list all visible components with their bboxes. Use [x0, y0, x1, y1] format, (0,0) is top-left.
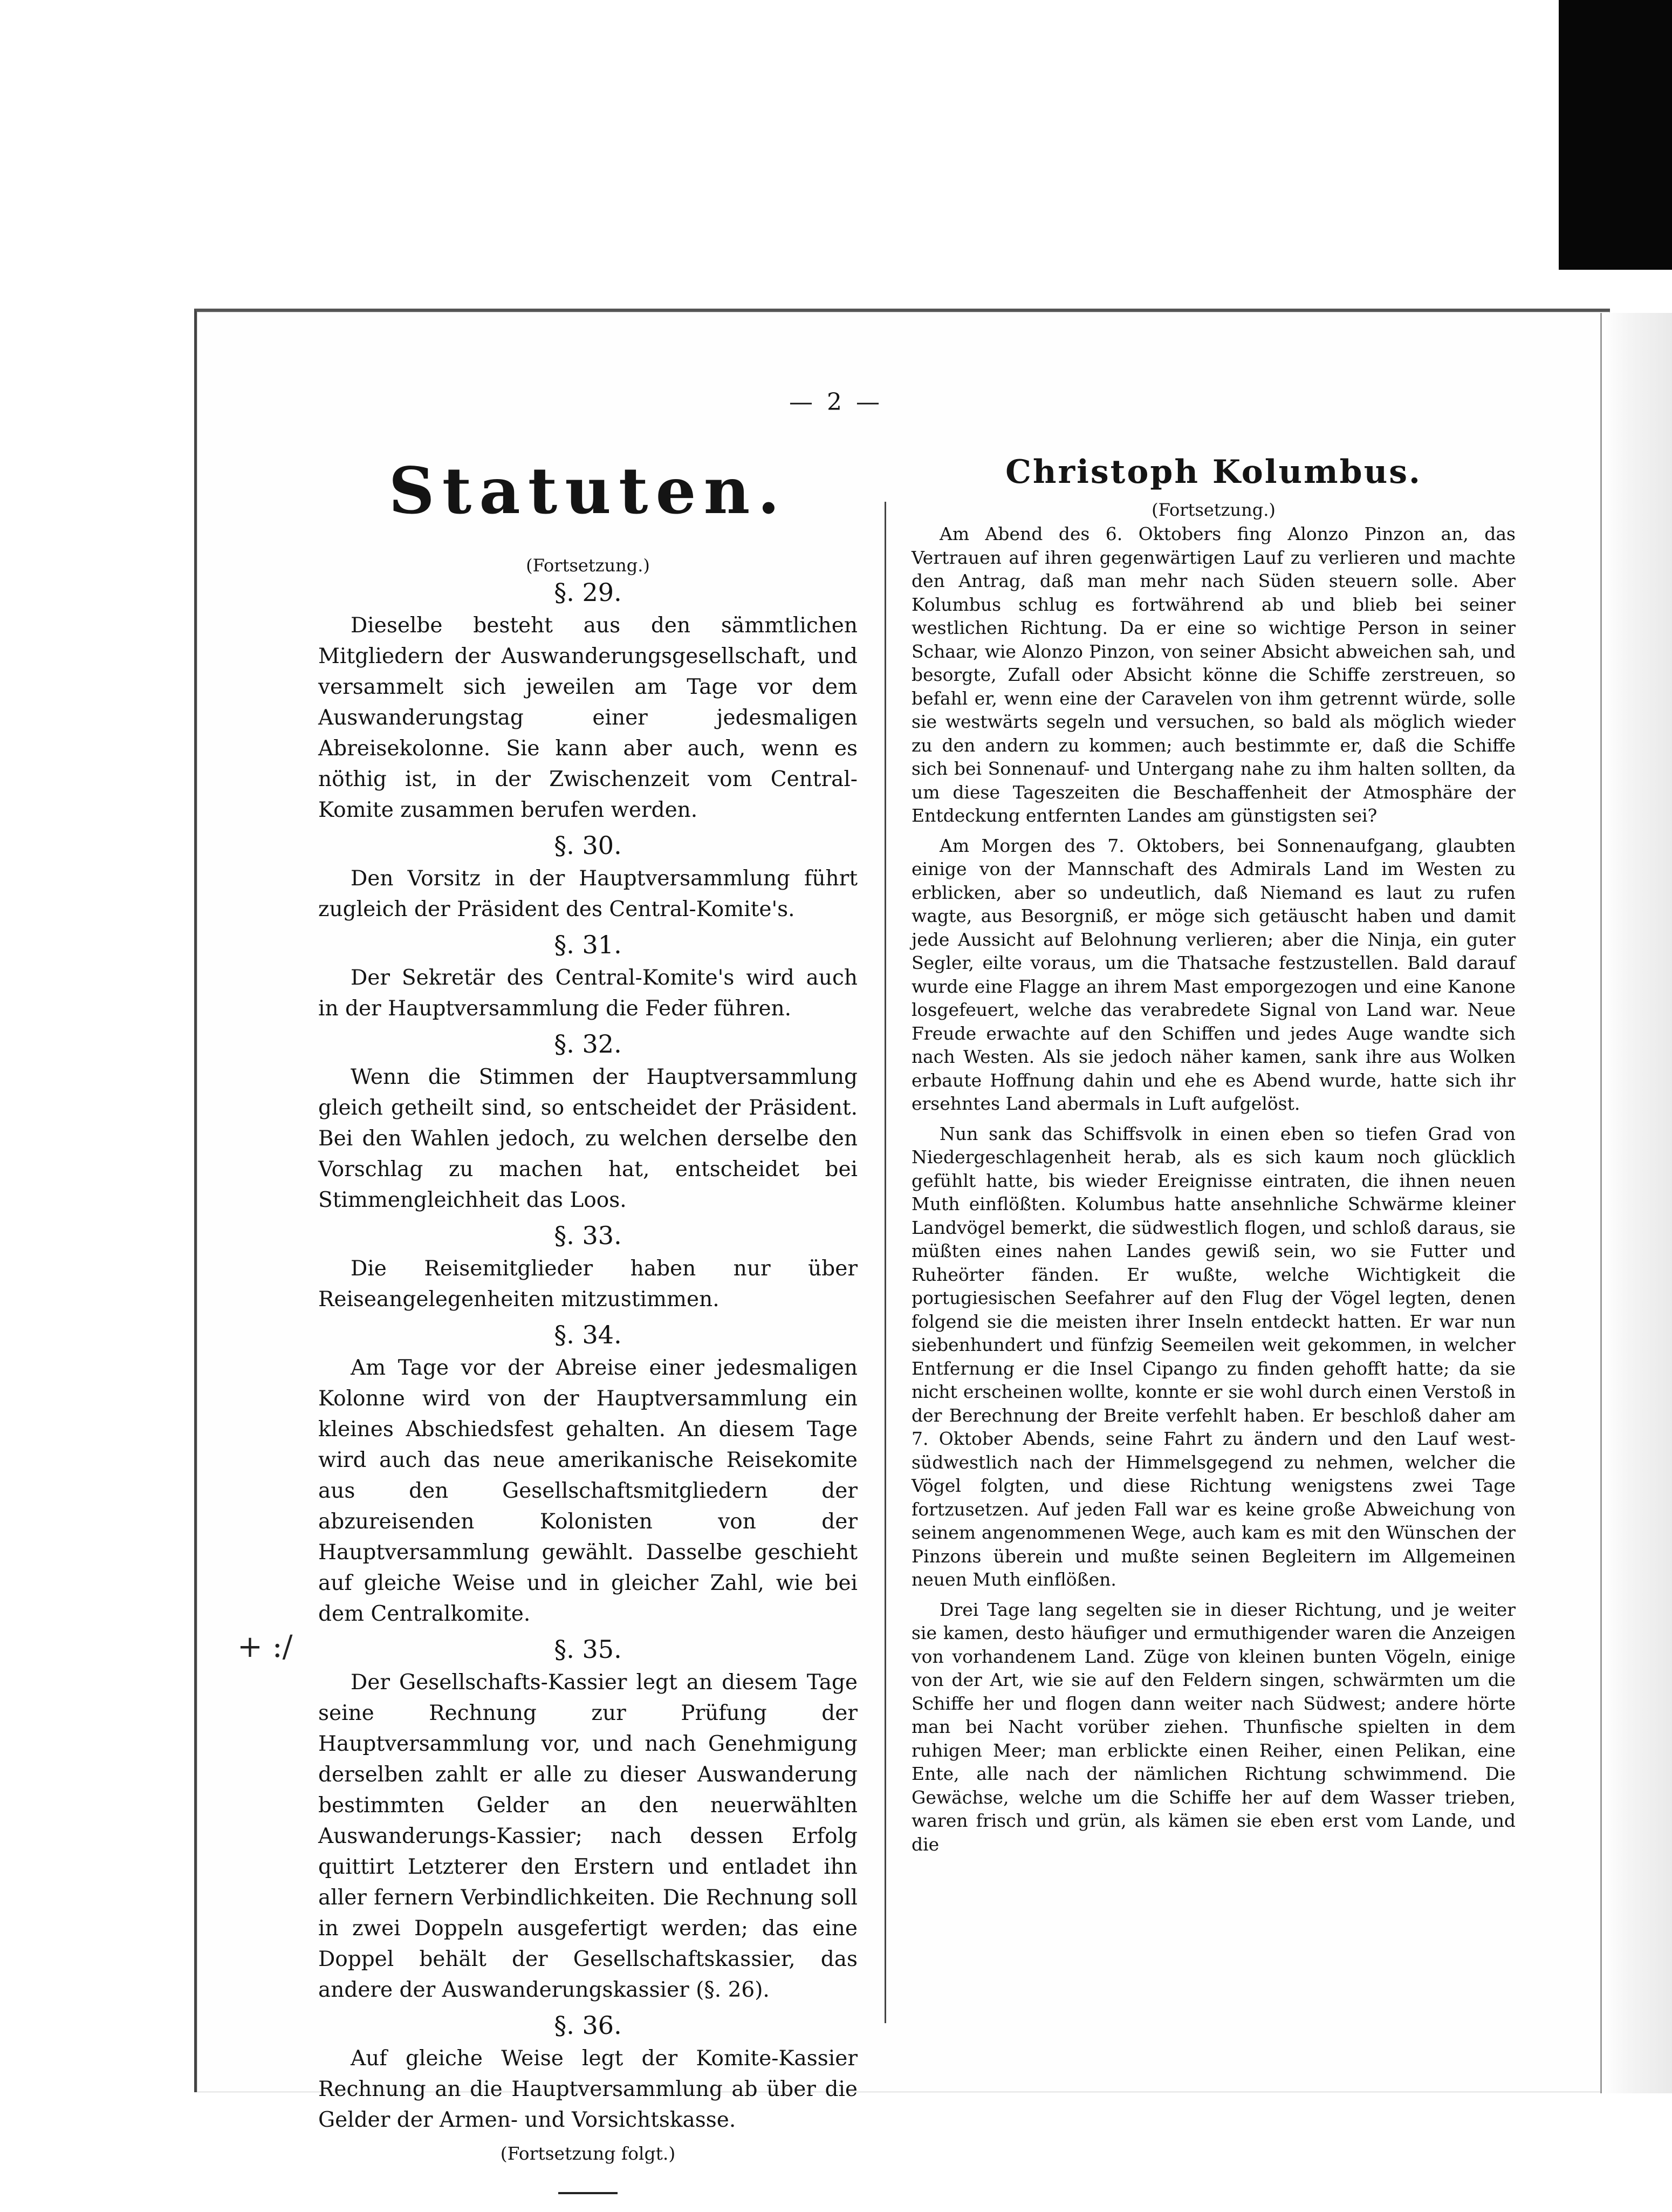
page-edge: [1600, 313, 1672, 2093]
article-paragraph: Am Abend des 6. Oktobers fing Alonzo Pinzon an, das Vertrauen auf ihren gegenwärtigen Lauf zu verlieren und machte den Antrag, daß man mehr nach Süden steuern solle. Aber Kolumbus schlug es fortwährend ab und blieb bei seiner westlichen Richtung. Da er eine so wichtige Person in seiner Schaar, wie Alonzo Pinzon, von seiner Absicht abweichen sah, und besorgte, Zufall oder Absicht könne die Schiffe zerstreuen, so befahl er, wenn eine der Caravelen von ihm getrennt würde, solle sie westwärts segeln und versuchen, so bald als möglich wieder zu den andern zu kommen; auch bestimmte er, daß die Schiffe sich bei Sonnenauf- und Untergang nahe zu ihm halten sollten, da um diese Tageszeiten die Beschaffenheit der Atmosphäre der Entdeckung entfernten Landes am günstigsten sei?: [912, 523, 1516, 826]
statuten-footer: (Fortsetzung folgt.): [500, 2143, 676, 2164]
kolumbus-title: Christoph Kolumbus.: [1005, 453, 1422, 491]
kolumbus-column: [912, 442, 1516, 1862]
handwritten-margin-mark: + :/: [237, 1629, 293, 1664]
article-paragraph: Am Morgen des 7. Oktobers, bei Sonnenaufgang, glaubten einige von der Mannschaft des Admirals Land im Westen zu erblicken, aber so undeutlich, daß Niemand es laut zu rufen wagte, aus Besorgniß, er möge sich getäuscht haben und damit jede Aussicht auf Belohnung verlieren; aber die Ninja, ein guter Segler, eilte voraus, um die Thatsache festzustellen. Bald darauf wurde eine Flagge an ihrem Mast emporgezogen und eine Kanone losgefeuert, welche das verabredete Signal von Land war. Neue Freude erwachte auf den Schiffen und jedes Auge wandte sich nach Westen. Als sie jedoch näher kamen, sank ihre aus Wolken erbaute Hoffnung dahin und ehe es Abend wurde, hatte sich ihr ersehntes Land abermals in Luft aufgelöst.: [912, 835, 1516, 1114]
scan-dark-corner: [1559, 0, 1672, 270]
section-number: §. 31.: [554, 930, 622, 959]
scan-background: [0, 0, 1672, 302]
section-text: Am Tage vor der Abreise einer jedesmaligen Kolonne wird von der Hauptversammlung ein kleines Abschiedsfest gehalten. An diesem Tage wird auch das neue amerikanische Reisekomite aus den Gesellschaftsmitgliedern der abzureisenden Kolonisten von der Hauptversammlung gewählt. Dasselbe geschieht auf gleiche Weise und in gleicher Zahl, wie bei dem Centralkomite.: [318, 1356, 858, 1626]
section-number: §. 29.: [554, 578, 622, 607]
section-number: §. 36.: [554, 2011, 622, 2040]
section-number: §. 30.: [554, 831, 622, 860]
section-text: Dieselbe besteht aus den sämmtlichen Mitgliedern der Auswanderungsgesellschaft, und versammelt sich jeweilen am Tage vor dem Auswanderungstag einer jedesmaligen Abreisekolonne. Sie kann aber auch, wenn es nöthig ist, in der Zwischenzeit vom Central-Komite zusammen berufen werden.: [318, 613, 858, 822]
kolumbus-continued: (Fortsetzung.): [1152, 500, 1276, 520]
section-number: §. 35.: [554, 1635, 622, 1664]
article-paragraph: Drei Tage lang segelten sie in dieser Richtung, und je weiter sie kamen, desto häufiger und ermuthigender waren die Anzeigen von vorhandenem Land. Züge von kleinen bunten Vögeln, einige von der Art, wie sie auf den Feldern singen, schwärmten um die Schiffe her und flogen dann weiter nach Südwest; andere hörte man bei Nacht vorüber ziehen. Thunfische spielten in dem ruhigen Meer; man erblickte einen Reiher, einen Pelikan, eine Ente, alle nach der nämlichen Richtung schwimmend. Die Gewächse, welche um die Schiffe her auf dem Wasser trieben, waren frisch und grün, als kämen sie eben erst vom Lande, und die: [912, 1599, 1516, 1855]
section-text: Den Vorsitz in der Hauptversammlung führt zugleich der Präsident des Central-Komite's.: [318, 866, 858, 921]
page-number: — 2 —: [789, 388, 883, 416]
column-divider: [885, 502, 886, 2023]
section-number: §. 33.: [554, 1221, 622, 1250]
section-text: Der Gesellschafts-Kassier legt an diesem Tage seine Rechnung zur Prüfung der Hauptversammlung vor, und nach Genehmigung derselben zahlt er alle zu dieser Auswanderung bestimmten Gelder an den neuerwählten Auswanderungs-Kassier; nach dessen Erfolg quittirt Letzterer den Erstern und entladet ihn aller fernern Verbindlichkeiten. Die Rechnung soll in zwei Doppeln ausgefertigt werden; das eine Doppel behält der Gesellschaftskassier, das andere der Auswanderungskassier (§. 26).: [318, 1670, 858, 2002]
statuten-title: Statuten.: [388, 453, 787, 528]
section-text: Wenn die Stimmen der Hauptversammlung gleich getheilt sind, so entscheidet der Präsident. Bei den Wahlen jedoch, zu welchen derselbe den Vorschlag zu machen hat, entscheidet bei Stimmengleichheit das Loos.: [318, 1065, 858, 1212]
section-number: §. 32.: [554, 1029, 622, 1059]
section-text: Der Sekretär des Central-Komite's wird auch in der Hauptversammlung die Feder führen.: [318, 966, 858, 1021]
section-text: Auf gleiche Weise legt der Komite-Kassier Rechnung an die Hauptversammlung ab über die Gelder der Armen- und Vorsichtskasse.: [318, 2046, 858, 2132]
statuten-column: [318, 442, 858, 2194]
section-text: Die Reisemitglieder haben nur über Reiseangelegenheiten mitzustimmen.: [318, 1257, 858, 1312]
statuten-continued: (Fortsetzung.): [526, 555, 650, 576]
section-number: §. 34.: [554, 1320, 622, 1349]
article-paragraph: Nun sank das Schiffsvolk in einen eben so tiefen Grad von Niedergeschlagenheit herab, als es sich kaum noch glücklich gefühlt hatte, bis wieder Ereignisse eintraten, die ihnen neuen Muth einflößten. Kolumbus hatte ansehnliche Schwärme kleiner Landvögel bemerkt, die südwestlich flogen, und schloß daraus, sie müßten eines nahen Landes gewiß sein, wo sie Futter und Ruheörter fänden. Er wußte, welche Wichtigkeit die portugiesischen Seefahrer auf den Flug der Vögel legten, denen folgend sie die meisten ihrer Inseln entdeckt hatten. Er war nun siebenhundert und fünfzig Seemeilen weit gekommen, in welcher Entfernung er die Insel Cipango zu finden gehofft hatte; da sie nicht erscheinen wollte, konnte er sie wohl durch einen Verstoß in der Berechnung der Breite verfehlt haben. Er beschloß daher am 7. Oktober Abends, seine Fahrt zu ändern und den Lauf west-südwestlich nach der Himmelsgegend zu nehmen, welcher die Vögel folgten, und diese Richtung wenigstens zwei Tage fortzusetzen. Auf jeden Fall war es keine große Abweichung von seinem angenommenen Wege, auch kam es mit den Wünschen der Pinzons überein und mußte seinen Begleitern im Allgemeinen neuen Muth einflößen.: [912, 1123, 1516, 1590]
end-rule: [558, 2192, 618, 2194]
